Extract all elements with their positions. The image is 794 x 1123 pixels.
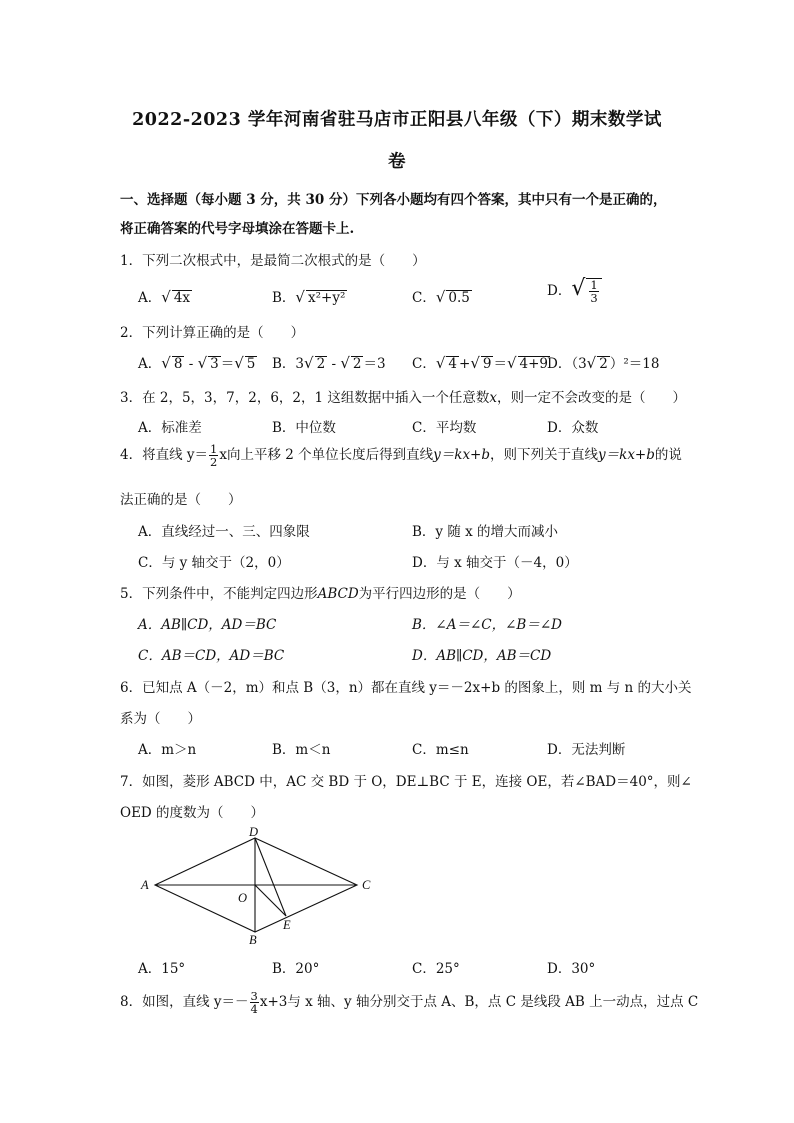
q6-stem-cont: 系为（ ）	[120, 711, 201, 727]
q4-stem-text: 的说	[654, 447, 682, 464]
q2-option-d: D．（3√ 2 ）²＝18	[547, 354, 660, 372]
label-c: C	[362, 878, 371, 892]
q7-option-a: A．15°	[138, 961, 186, 977]
q1-option-d: D．√ $\frac{1}{3}$	[547, 276, 602, 304]
radicand: 8	[173, 356, 183, 372]
q5-stem	[120, 582, 521, 602]
q6-option-c: C．m≤n	[412, 742, 469, 758]
q3-stem-text: ，则一定不会改变的是（ ）	[497, 390, 687, 406]
frac-num: 3	[250, 989, 258, 1003]
q4-stem-cont: 法正确的是（ ）	[120, 492, 242, 508]
q3-stem-text: 3．在 2，5，3，7，2，6，2，1 这组数据中插入一个任意数	[120, 390, 490, 406]
radicand: 3	[210, 356, 219, 372]
line-expression: y＝kx+b	[598, 447, 655, 464]
segment-oe	[255, 885, 286, 916]
q4-option-d: D．与 x 轴交于（－4，0）	[412, 555, 578, 571]
variable: x	[489, 390, 498, 406]
label-b: B	[249, 933, 257, 947]
frac-den: 2	[210, 455, 218, 470]
q5-option-c: C．AB＝CD，AD＝BC	[138, 648, 285, 664]
q4-option-a: A．直线经过一、三、四象限	[138, 524, 310, 540]
q4-stem-text: ，则下列关于直线	[490, 447, 599, 464]
q6-option-a: A．m＞n	[138, 742, 197, 758]
page-title: 2022-2023 学年河南省驻马店市正阳县八年级（下）期末数学试	[132, 110, 662, 130]
q3-stem	[120, 386, 686, 406]
q4-stem-text: 4．将直线 y＝	[120, 447, 209, 464]
q4-stem	[120, 443, 682, 468]
q2-option-a: A．√ 8 - √ 3 ＝√ 5	[138, 354, 256, 372]
q8-stem-text: x+3与 x 轴、y 轴分别交于点 A、B，点 C 是线段 AB 上一动点，过点 C	[259, 994, 699, 1011]
q2-option-c: C．√ 4 +√ 9 ＝√ 4+9	[412, 354, 549, 372]
rhombus-figure	[135, 822, 380, 950]
quad-name: ABCD	[317, 586, 359, 602]
frac-num: 1	[210, 442, 218, 456]
frac-den: 4	[250, 1002, 258, 1017]
option-label: B．	[272, 290, 296, 306]
line-expression: y＝kx+b	[433, 447, 491, 464]
q6-stem: 6．已知点 A（－2，m）和点 B（3，n）都在直线 y＝－2x+b 的图象上，则 m 与 n 的大小关	[120, 680, 692, 696]
radicand: 4+9	[519, 356, 549, 372]
q3-option-a: A．标准差	[138, 420, 202, 436]
operator: -	[184, 356, 198, 372]
radicand: 9	[482, 356, 492, 372]
label-o: O	[238, 891, 248, 905]
q3-option-c: C．平均数	[412, 420, 477, 436]
q3-option-b: B．中位数	[272, 420, 336, 436]
operator: ＝	[220, 356, 235, 372]
option-label: C．	[412, 356, 436, 372]
q1-stem: 1．下列二次根式中，是最简二次根式的是（ ）	[120, 253, 426, 269]
frac-num: 1	[590, 277, 598, 292]
coefficient: 3	[295, 356, 305, 372]
coefficient: （3	[571, 356, 587, 372]
option-label: A．	[138, 290, 162, 306]
page-title-cont: 卷	[388, 152, 406, 172]
sign: －	[235, 994, 249, 1011]
q7-option-b: B．20°	[272, 961, 320, 977]
radicand: 4	[448, 356, 457, 372]
q7-option-c: C．25°	[412, 961, 460, 977]
q4-option-b: B．y 随 x 的增大而减小	[412, 524, 559, 540]
radicand: 4x	[173, 290, 191, 306]
q5-option-b: B．∠A＝∠C，∠B＝∠D	[412, 617, 562, 633]
section-heading: 一、选择题（每小题 3 分，共 30 分）下列各小题均有四个答案，其中只有一个是正确的，	[120, 192, 667, 208]
q2-option-b: B．3√ 2 - √ 2 ＝3	[272, 354, 386, 372]
label-a: A	[141, 878, 149, 892]
frac-den: 3	[590, 291, 598, 305]
label-e: E	[283, 918, 291, 932]
q5-stem-text: 为平行四边形的是（ ）	[358, 586, 521, 602]
option-label: A．	[138, 356, 162, 372]
q2-stem: 2．下列计算正确的是（ ）	[120, 325, 305, 341]
q6-option-d: D．无法判断	[547, 742, 626, 758]
option-label: D．	[547, 283, 572, 299]
result: ）²＝18	[609, 356, 660, 372]
q1-option-a: A．√ 4x	[138, 288, 191, 306]
q7-stem-cont: OED 的度数为（ ）	[120, 805, 265, 821]
q5-stem-text: 5．下列条件中，不能判定四边形	[120, 586, 318, 602]
q1-option-c: C．√ 0.5	[412, 288, 470, 306]
q5-option-d: D．AB∥CD，AB＝CD	[412, 648, 552, 664]
section-heading-cont: 将正确答案的代号字母填涂在答题卡上.	[120, 221, 355, 237]
radicand: 5	[246, 356, 256, 372]
result: ＝3	[363, 356, 386, 372]
q6-option-b: B．m＜n	[272, 742, 331, 758]
radicand: 2	[352, 356, 362, 372]
operator: ＝	[493, 356, 507, 372]
radicand: x²+y²	[307, 290, 346, 306]
radicand: 2	[316, 356, 326, 372]
q8-stem-text: 8．如图，直线 y＝	[120, 994, 236, 1011]
q3-option-d: D．众数	[547, 420, 599, 436]
q1-option-b: B．√ x²+y²	[272, 288, 346, 306]
radicand: 2	[599, 356, 608, 372]
operator: +	[459, 356, 471, 372]
q4-stem-text: x向上平移 2 个单位长度后得到直线	[219, 447, 434, 464]
operator: -	[327, 356, 341, 372]
q4-option-c: C．与 y 轴交于（2，0）	[138, 555, 290, 571]
option-label: D．	[547, 356, 572, 372]
q7-option-d: D．30°	[547, 961, 596, 977]
option-label: C．	[412, 290, 436, 306]
q5-option-a: A．AB∥CD，AD＝BC	[138, 617, 277, 633]
q7-stem: 7．如图，菱形 ABCD 中，AC 交 BD 于 O，DE⊥BC 于 E，连接 OE，若∠BAD＝40°，则∠	[120, 774, 692, 790]
option-label: B．	[272, 356, 296, 372]
q8-stem	[120, 990, 698, 1015]
radicand: 0.5	[448, 290, 470, 306]
label-d: D	[249, 825, 259, 839]
